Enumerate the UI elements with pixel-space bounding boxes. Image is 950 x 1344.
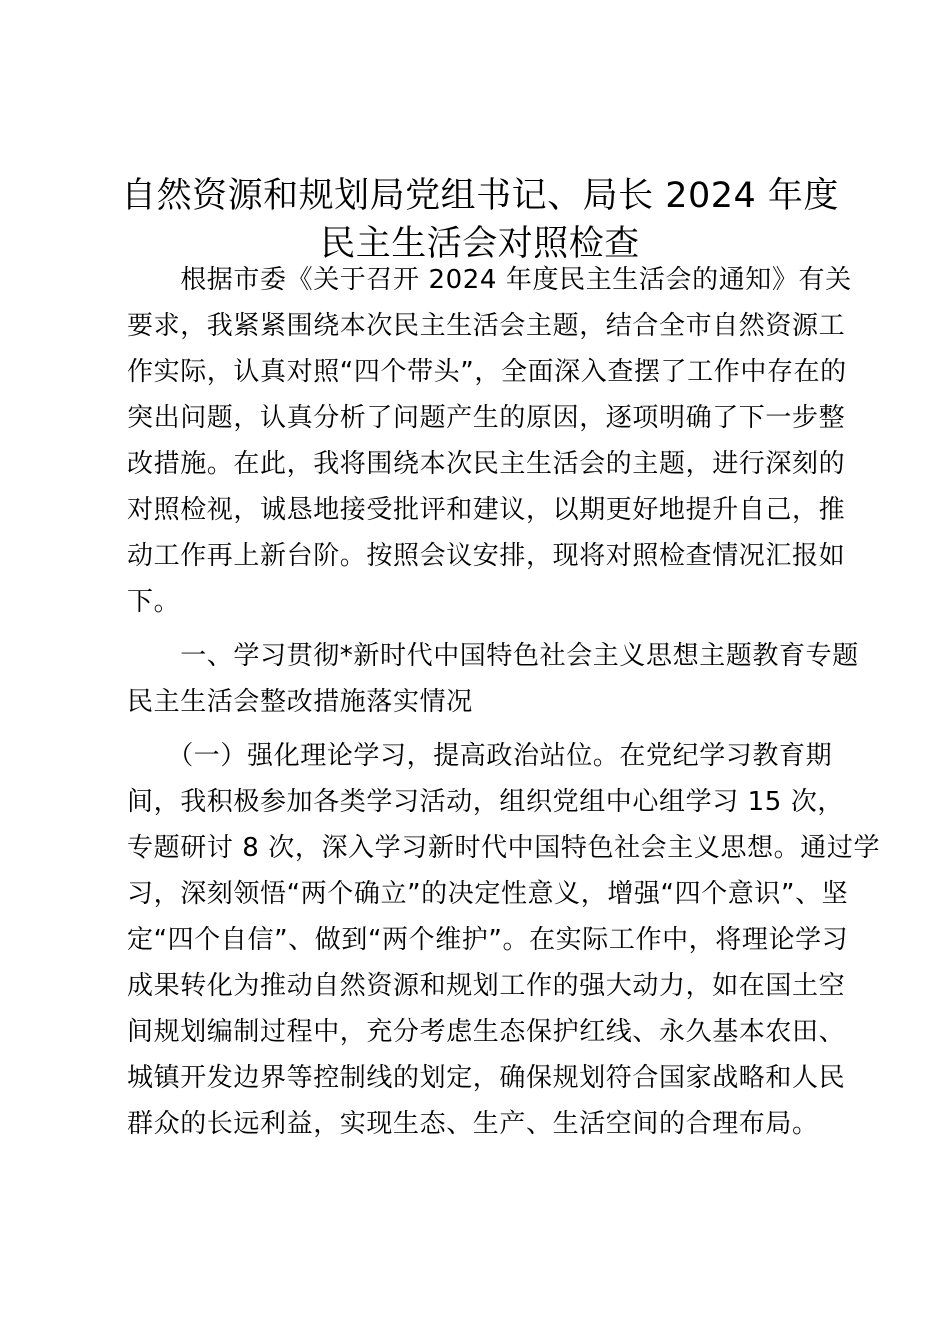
title-line-1: 自然资源和规划局党组书记、局长 2024 年度 (121, 176, 839, 216)
text-line: 专题研讨 8 次，深入学习新时代中国特色社会主义思想。通过学 (127, 833, 881, 863)
text-line: 间，我积极参加各类学习活动，组织党组中心组学习 15 次， (127, 787, 845, 817)
text-line: 要求，我紧紧围绕本次民主生活会主题，结合全市自然资源工 (127, 311, 846, 341)
text-line: 民主生活会整改措施落实情况 (127, 687, 473, 717)
text-line: 成果转化为推动自然资源和规划工作的强大动力，如在国土空 (127, 971, 846, 1001)
text-line: 习，深刻领悟“两个确立”的决定性意义，增强“四个意识”、坚 (127, 879, 849, 909)
text-line: 动工作再上新台阶。按照会议安排，现将对照检查情况汇报如 (127, 541, 846, 571)
text-line: 定“四个自信”、做到“两个维护”。在实际工作中，将理论学习 (127, 925, 849, 955)
subsection-paragraph (127, 733, 881, 1147)
text-line: 改措施。在此，我将围绕本次民主生活会的主题，进行深刻的 (127, 449, 846, 479)
text-line: 突出问题，认真分析了问题产生的原因，逐项明确了下一步整 (127, 403, 846, 433)
document-title (110, 172, 850, 268)
text-line: （一）强化理论学习，提高政治站位。在党纪学习教育期 (127, 741, 833, 771)
text-line: 群众的长远利益，实现生态、生产、生活空间的合理布局。 (127, 1109, 819, 1139)
document-body (127, 257, 881, 1147)
title-line-2: 民主生活会对照检查 (320, 224, 640, 264)
text-line: 作实际，认真对照“四个带头”，全面深入查摆了工作中存在的 (127, 357, 847, 387)
text-line: 对照检视，诚恳地接受批评和建议，以期更好地提升自己，推 (127, 495, 846, 525)
text-line: 城镇开发边界等控制线的划定，确保规划符合国家战略和人民 (127, 1063, 846, 1093)
text-line: 根据市委《关于召开 2024 年度民主生活会的通知》有关 (127, 265, 852, 295)
text-line: 下。 (127, 587, 181, 617)
text-line: 间规划编制过程中，充分考虑生态保护红线、永久基本农田、 (127, 1017, 846, 1047)
text-line: 一、学习贯彻*新时代中国特色社会主义思想主题教育专题 (127, 641, 859, 671)
intro-paragraph (127, 257, 852, 625)
section-heading (127, 633, 859, 725)
